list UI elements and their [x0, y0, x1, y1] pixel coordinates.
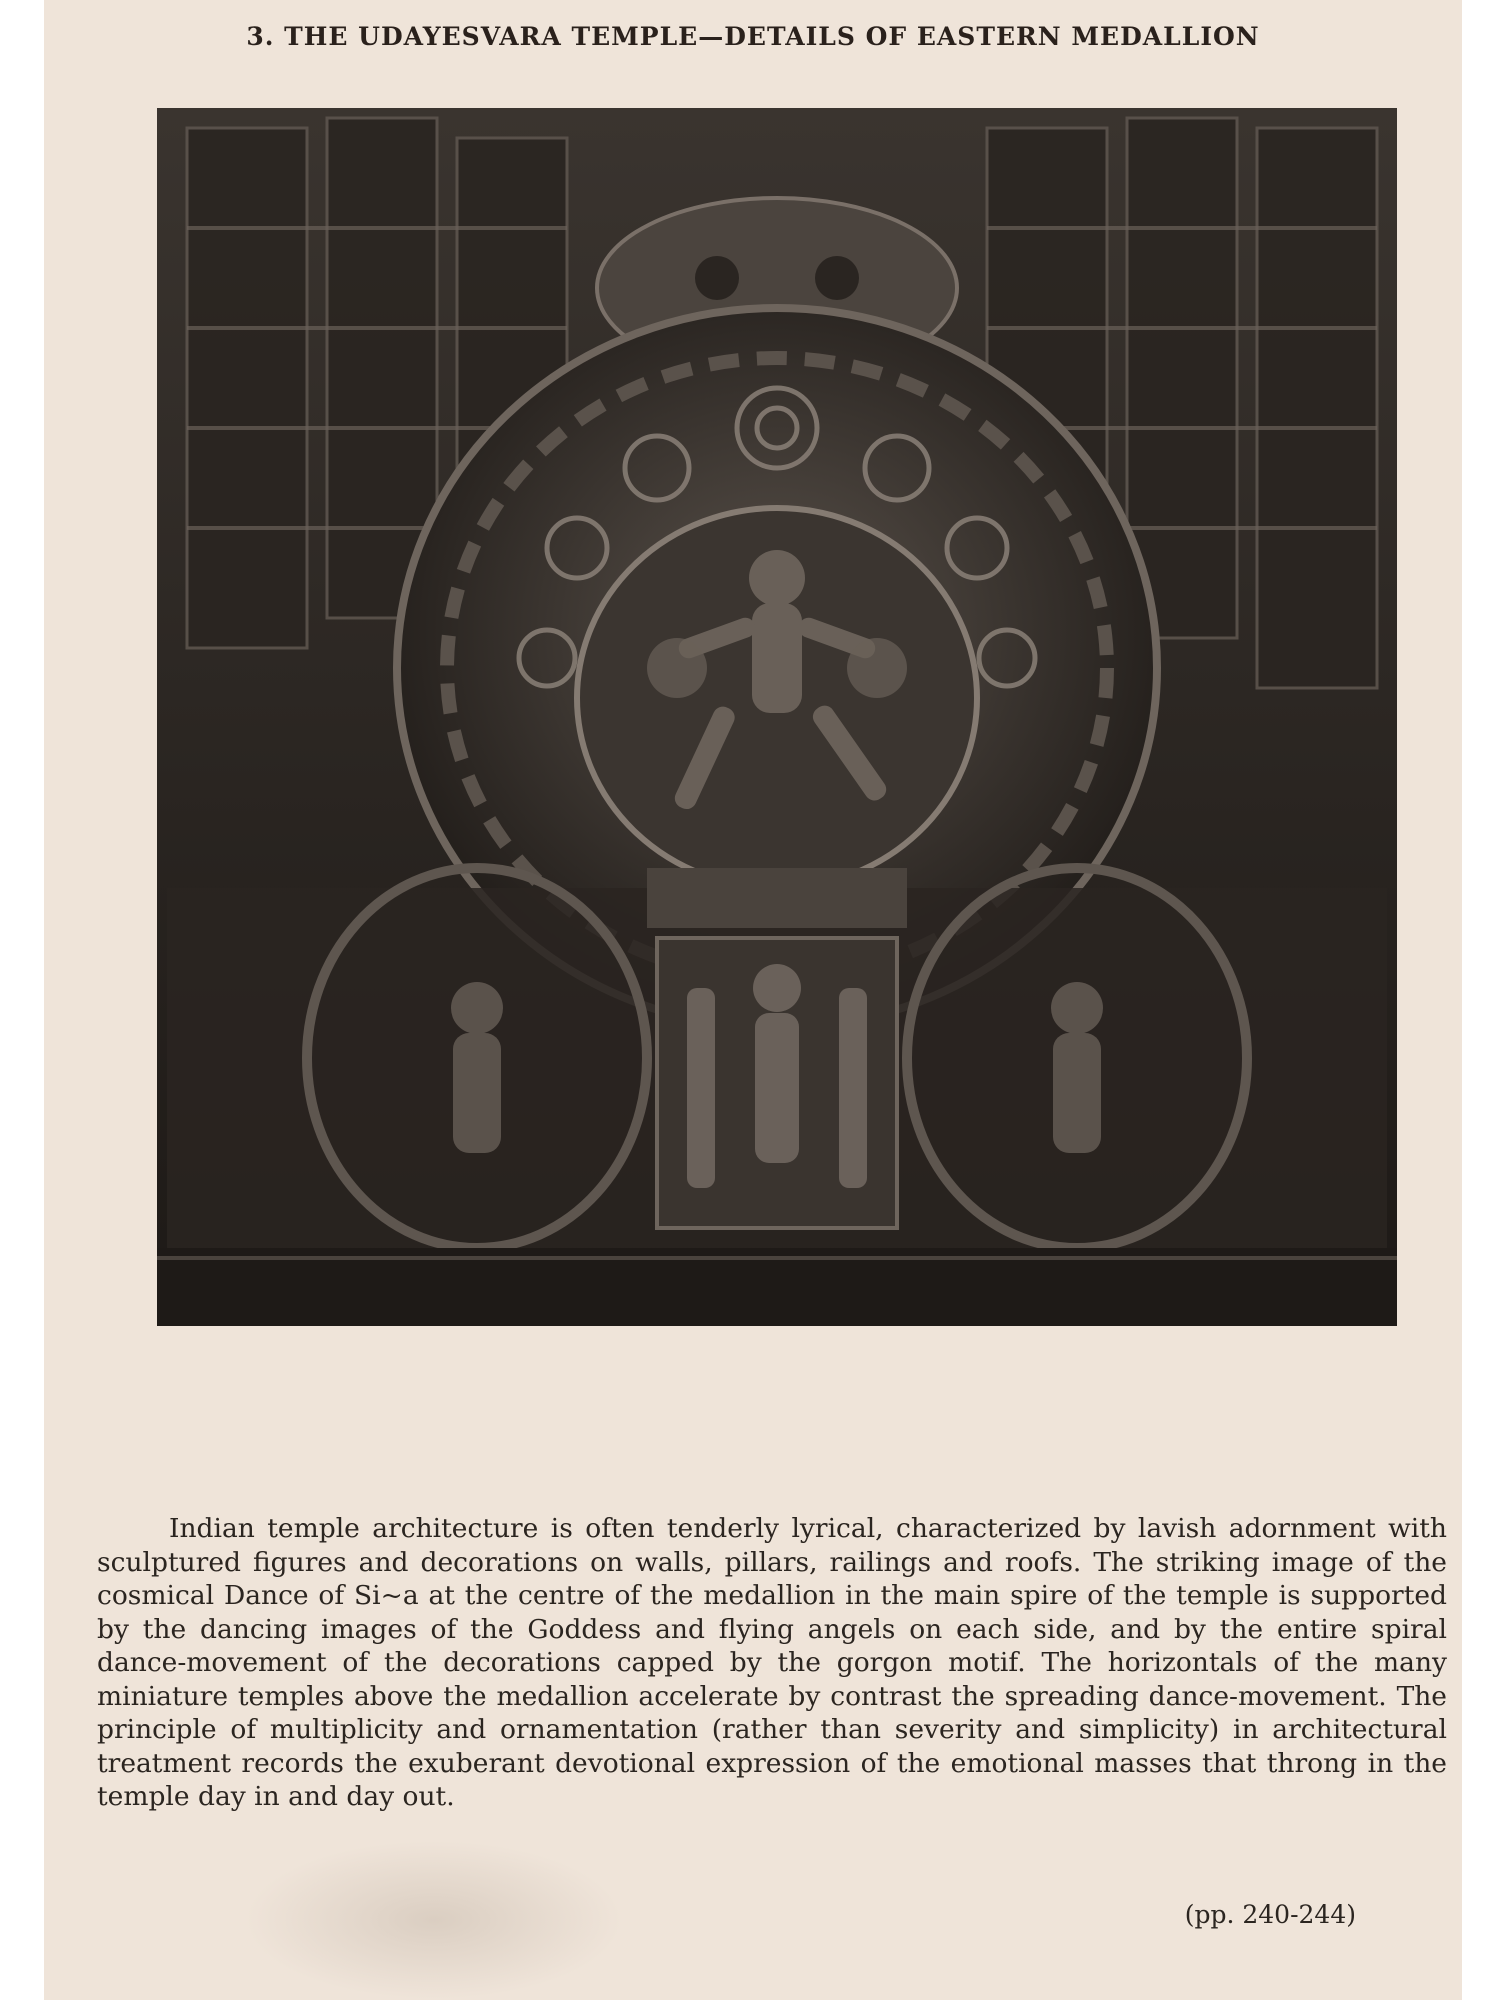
description-paragraph: Indian temple architecture is often tenderly lyrical, characterized by lavish adornment with sculptured figures and decorations on walls, pillars, railings and roofs. The striking image of the cosmical Dance of Si~a at the centre of the medallion in the main spire of the temple is supported by the dancing images of the Goddess and flying angels on each side, and by the entire spiral dance-movement of the decorations capped by the gorgon motif. The horizontals of the many miniature temples above the medallion accelerate by contrast the spreading dance-movement. The principle of multiplicity and ornamentation (rather than severity and simplicity) in architectural treatment records the exuberant devotional expression of the emotional masses that throng in the temple day in and day out.	[97, 1513, 1447, 1812]
book-page	[44, 0, 1462, 2000]
temple-medallion-photo	[157, 108, 1397, 1326]
paper-smudge	[244, 1840, 624, 2000]
medallion-illustration	[157, 108, 1397, 1326]
page-reference: (pp. 240-244)	[1184, 1900, 1356, 1929]
plate-caption: 3. THE UDAYESVARA TEMPLE—DETAILS OF EASTERN MEDALLION	[246, 22, 1260, 51]
